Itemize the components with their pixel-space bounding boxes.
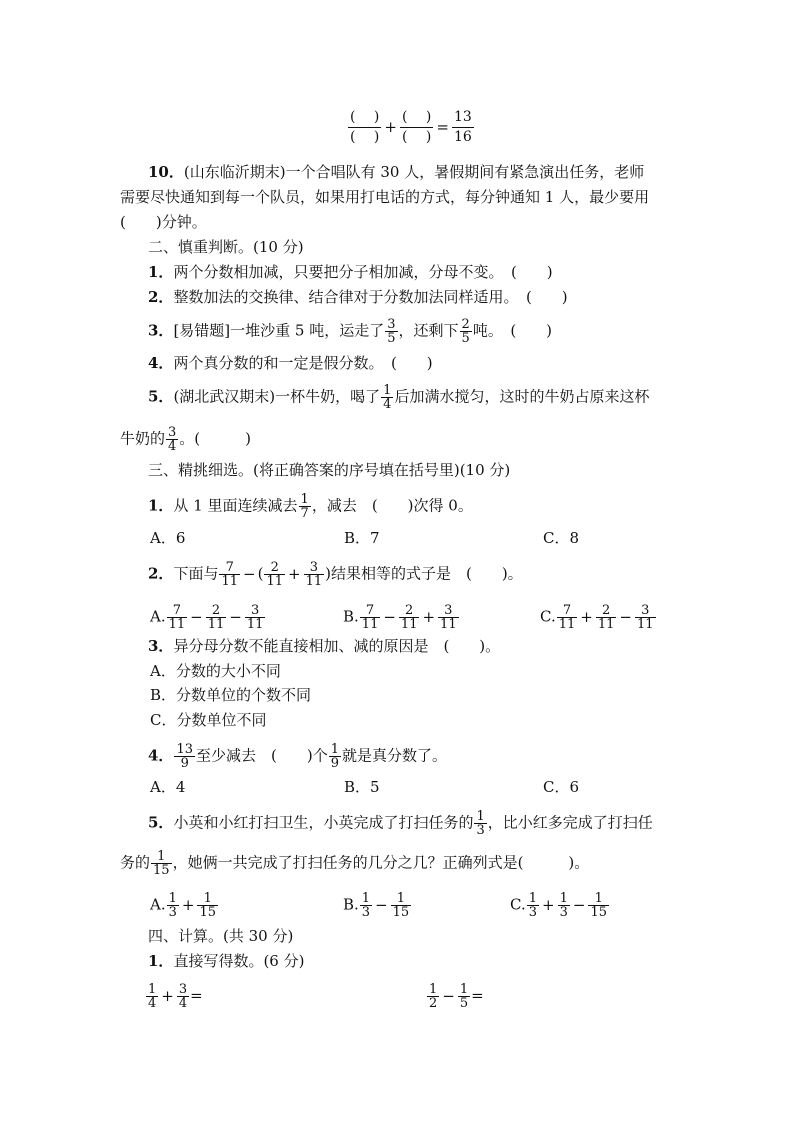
s2-q3: 3．[易错题]一堆沙重 5 吨，运走了 $\frac{3}{5}$ ，还剩下 $\frac{2}{5}$ 吨。 ( ) [148, 317, 553, 346]
calc-expression-2: $\frac{1}{2}$ − $\frac{1}{5}$ = [429, 982, 484, 1011]
s3-q4: 4． $\frac{13}{9}$ 至少减去 ( )个 $\frac{1}{9}$ 就是真分数了。 [148, 742, 447, 771]
section-3-title: 三、精挑细选。(将正确答案的序号填在括号里)(10 分) [148, 461, 511, 479]
s3-q5-line1: 5．小英和小红打扫卫生，小英完成了打扫任务的 $\frac{1}{3}$ ，比小红多完成了打扫任 [148, 809, 653, 838]
s2-q1: 1．两个分数相加减，只要把分子相加减，分母不变。 ( ) [148, 263, 553, 281]
calc-expression-1: $\frac{1}{4}$ + $\frac{3}{4}$ = [148, 982, 203, 1011]
s3-q1-option-b: B．7 [344, 529, 380, 547]
section-2-title: 二、慎重判断。(10 分) [148, 238, 304, 256]
s2-q5-line2: 牛奶的 $\frac{3}{4}$ 。( ) [120, 425, 252, 454]
s3-q4-option-a: A．4 [150, 778, 186, 796]
s3-q2: 2．下面与 $\frac{7}{11}$ − ( $\frac{2}{11}$ + $\frac{3}{11}$ )结果相等的式子是 ( )。 [148, 560, 523, 589]
s3-q5-option-a: A. $\frac{1}{3}$ + $\frac{1}{15}$ [150, 891, 217, 920]
s2-q4: 4．两个真分数的和一定是假分数。 ( ) [148, 354, 433, 372]
s3-q3-option-c: C．分数单位不同 [150, 711, 267, 729]
s4-q1: 1．直接写得数。(6 分) [148, 952, 305, 970]
s3-q1: 1．从 1 里面连续减去 $\frac{1}{7}$ ，减去 ( )次得 0。 [148, 492, 473, 521]
s3-q5-option-b: B. $\frac{1}{3}$ − $\frac{1}{15}$ [343, 891, 410, 920]
s3-q1-option-a: A．6 [150, 529, 186, 547]
blank-fraction: $\frac{( )}{( )}$ [401, 109, 432, 145]
s3-q3-option-b: B．分数单位的个数不同 [150, 686, 312, 704]
q10-line2: 需要尽快通知到每一个队员，如果用打电话的方式，每分钟通知 1 人，最少要用 [120, 188, 650, 206]
section-4-title: 四、计算。(共 30 分) [148, 927, 294, 945]
s3-q4-option-b: B．5 [344, 778, 380, 796]
q10-line3: ( )分钟。 [120, 213, 207, 231]
s3-q2-option-b: B. $\frac{7}{11}$ − $\frac{2}{11}$ + $\frac{3}{11}$ [343, 603, 457, 632]
s3-q1-option-c: C．8 [543, 529, 580, 547]
result-fraction: $\frac{13}{16}$ [453, 109, 472, 145]
top-equation: $\frac{( )}{( )}$ + $\frac{( )}{( )}$ = $\frac{13}{16}$ [350, 109, 472, 145]
s2-q2: 2．整数加法的交换律、结合律对于分数加法同样适用。 ( ) [148, 288, 568, 306]
s2-q5-line1: 5．(湖北武汉期末)一杯牛奶，喝了 $\frac{1}{4}$ 后加满水搅匀，这时的牛奶占原来这杯 [148, 383, 650, 412]
s3-q5-option-c: C. $\frac{1}{3}$ + $\frac{1}{3}$ − $\frac{1}{15}$ [510, 891, 607, 920]
s3-q3: 3．异分母分数不能直接相加、减的原因是 ( )。 [148, 637, 501, 655]
s3-q4-option-c: C．6 [543, 778, 580, 796]
s3-q5-line2: 务的 $\frac{1}{15}$ ，她俩一共完成了打扫任务的几分之几？正确列式是( )。 [120, 849, 590, 878]
q10-line1: 10．(山东临沂期末)一个合唱队有 30 人，暑假期间有紧急演出任务，老师 [148, 163, 645, 181]
s3-q2-option-c: C. $\frac{7}{11}$ + $\frac{2}{11}$ − $\frac{3}{11}$ [540, 603, 654, 632]
s3-q3-option-a: A．分数的大小不同 [150, 662, 281, 680]
s3-q2-option-a: A. $\frac{7}{11}$ − $\frac{2}{11}$ − $\frac{3}{11}$ [150, 603, 264, 632]
blank-fraction: $\frac{( )}{( )}$ [350, 109, 380, 145]
